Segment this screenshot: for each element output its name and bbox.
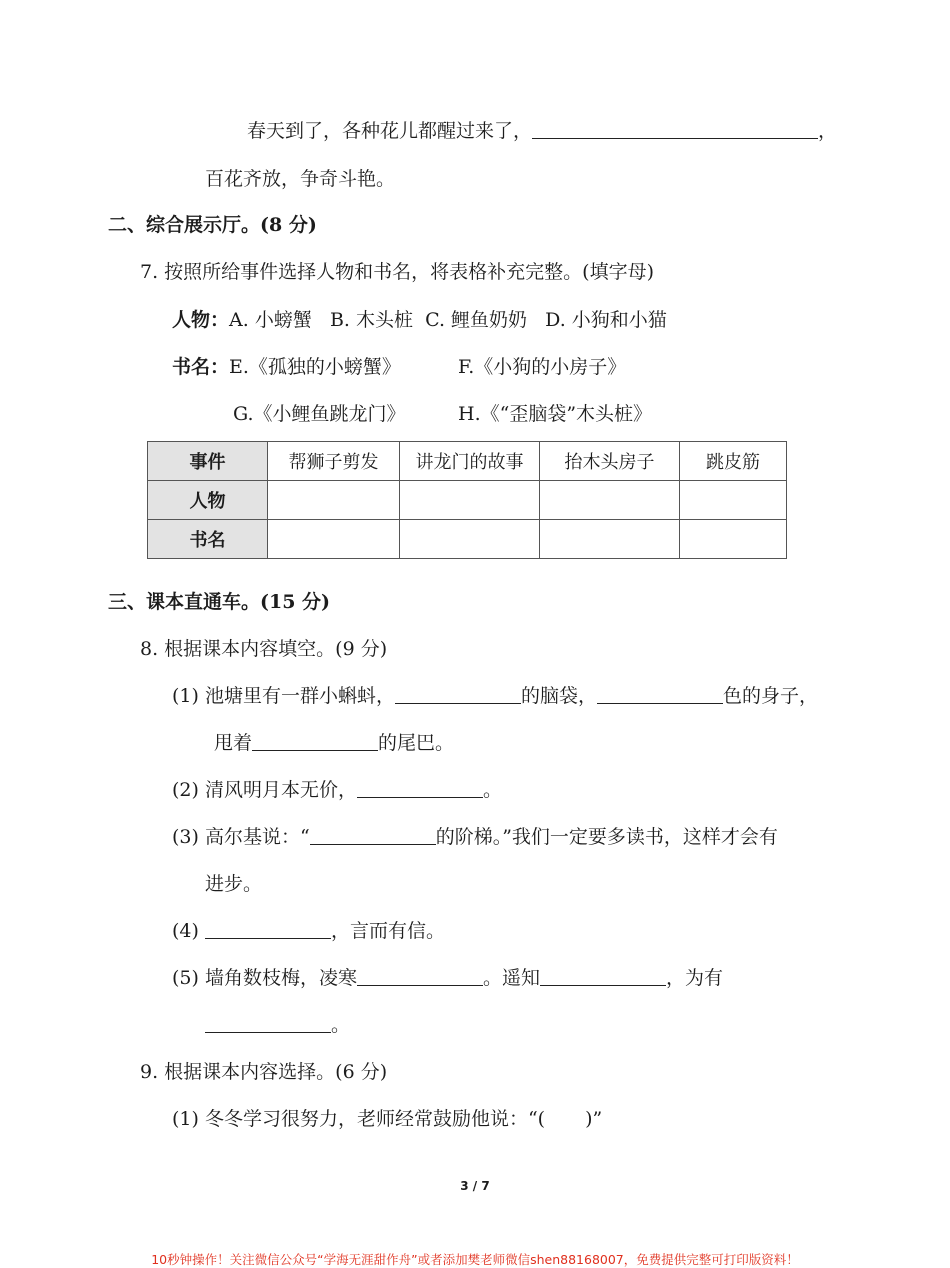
table-row-label: 书名 xyxy=(148,520,268,559)
answer-cell[interactable] xyxy=(680,481,787,520)
answer-blank[interactable] xyxy=(205,924,331,939)
people-options: 人物：A. 小螃蟹 B. 木头桩 C. 鲤鱼奶奶 D. 小狗和小猫 xyxy=(172,309,667,331)
table-header-cell: 抬木头房子 xyxy=(540,442,680,481)
table-header-cell: 事件 xyxy=(148,442,268,481)
answer-cell[interactable] xyxy=(540,520,680,559)
choice-item-1: (1) 冬冬学习很努力，老师经常鼓励他说：“( )” xyxy=(172,1108,603,1130)
answer-cell[interactable] xyxy=(268,520,400,559)
answer-cell[interactable] xyxy=(400,520,540,559)
fill-item-3-cont: 进步。 xyxy=(205,873,263,895)
answer-cell[interactable] xyxy=(400,481,540,520)
answer-blank[interactable] xyxy=(310,830,436,845)
table-row-label: 人物 xyxy=(148,481,268,520)
fill-item-4: (4) ，言而有信。 xyxy=(172,920,445,942)
answer-blank[interactable] xyxy=(532,124,818,139)
answer-blank[interactable] xyxy=(205,1018,331,1033)
fill-item-5-cont: 。 xyxy=(205,1016,350,1035)
poem-line-2: 百花齐放，争奇斗艳。 xyxy=(205,168,396,190)
answer-cell[interactable] xyxy=(680,520,787,559)
section-title: 二、综合展示厅。(8 分) xyxy=(108,214,317,236)
event-table xyxy=(147,441,787,559)
answer-blank[interactable] xyxy=(540,971,666,986)
answer-blank[interactable] xyxy=(357,783,483,798)
footer-promo-note: 10秒钟操作！关注微信公众号“学海无涯甜作舟”或者添加樊老师微信shen88168007，免费提供完整可打印版资料！ xyxy=(151,1252,799,1267)
book-option: F.《小狗的小房子》 xyxy=(458,356,627,378)
answer-cell[interactable] xyxy=(268,481,400,520)
fill-item-2: (2) 清风明月本无价， 。 xyxy=(172,779,502,801)
answer-blank[interactable] xyxy=(252,736,378,751)
book-option: G.《小鲤鱼跳龙门》 xyxy=(233,403,406,425)
answer-blank[interactable] xyxy=(395,689,521,704)
fill-item-1: (1) 池塘里有一群小蝌蚪， 的脑袋， 色的身子， xyxy=(172,685,819,707)
table-header-cell: 讲龙门的故事 xyxy=(400,442,540,481)
section-title: 三、课本直通车。(15 分) xyxy=(108,591,331,613)
book-options-row-1: 书名：E.《孤独的小螃蟹》 xyxy=(172,356,401,378)
fill-item-1-cont: 甩着 的尾巴。 xyxy=(214,732,455,754)
answer-cell[interactable] xyxy=(540,481,680,520)
fill-item-5: (5) 墙角数枝梅，凌寒 。遥知 ，为有 xyxy=(172,967,724,989)
table-row xyxy=(148,442,787,481)
answer-blank[interactable] xyxy=(357,971,483,986)
answer-blank[interactable] xyxy=(597,689,723,704)
table-row xyxy=(148,481,787,520)
table-row xyxy=(148,520,787,559)
question-prompt: 7. 按照所给事件选择人物和书名，将表格补充完整。(填字母) xyxy=(140,261,654,283)
question-prompt: 9. 根据课本内容选择。(6 分) xyxy=(140,1061,388,1083)
page-number: 3 / 7 xyxy=(460,1179,490,1193)
fill-item-3: (3) 高尔基说：“ 的阶梯。”我们一定要多读书，这样才会有 xyxy=(172,826,778,848)
table-header-cell: 帮狮子剪发 xyxy=(268,442,400,481)
question-prompt: 8. 根据课本内容填空。(9 分) xyxy=(140,638,388,660)
book-option: H.《“歪脑袋”木头桩》 xyxy=(458,403,653,425)
table-header-cell: 跳皮筋 xyxy=(680,442,787,481)
poem-line-1: 春天到了，各种花儿都醒过来了， ， xyxy=(247,120,838,142)
